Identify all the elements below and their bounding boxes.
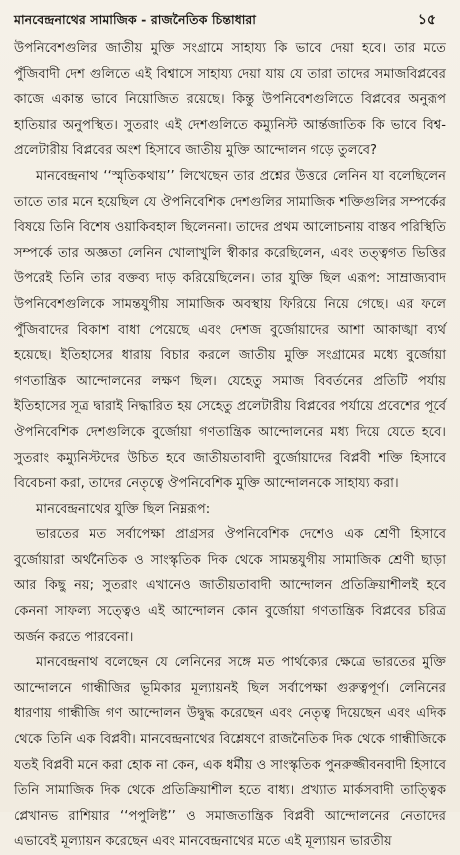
paragraph-5: মানবেন্দ্রনাথ বলেছেন যে লেনিনের সঙ্গে মত পার্থক্যের ক্ষেত্রে ভারতের মুক্তি আন্দোলনে গান্ধীজির ভূমিকার মূল্যায়নই ছিল সর্বাপেক্ষা গুরুত্বপূর্ণ। লেনিনের ধারণায় গান্ধীজি গণ আন্দোলন উদ্বুদ্ধ করেছেন এবং নেতৃত্ব দিয়েছেন এবং এদিক থেকে তিনি এক বিপ্লবী। মানবেন্দ্রনাথের বিশ্লেষণে রাজনৈতিক দিক থেকে গান্ধীজিকে যতই বিপ্লবী মনে করা হোক না কেন, এক ধর্মীয় ও সাংস্কৃতিক পুনরুজ্জীবনবাদী হিসাবে তিনি সামাজিক দিক থেকে প্রতিক্রিয়াশীল হতে বাধ্য। প্রখ্যাত মার্কসবাদী তাত্ত্বিক প্লেখানভ রাশিয়ার ‘‘পপুলিষ্ট’’ ও সমাজতান্ত্রিক বিপ্লবী আন্দোলনের নেতাদের এভাবেই মূল্যায়ন করেছেন এবং মানবেন্দ্রনাথের মতে এই মূল্যায়ন ভারতীয় (14, 655, 446, 850)
paragraph-1: উপনিবেশগুলির জাতীয় মুক্তি সংগ্রামে সাহায্য কি ভাবে দেয়া হবে। তার মতে পুঁজিবাদী দেশ গুলিতে এই বিশ্বাসে সাহায্য দেয়া যায় যে তারা তাদের সমাজবিপ্লবের কাজে একান্ত ভাবে নিয়োজিত রয়েছে। কিন্তু উপনিবেশগুলিতে বিপ্লবের অনুরূপ হাতিয়ার অনুপস্থিত। সুতরাং এই দেশগুলিতে কম্যুনিস্ট আর্ন্তজাতিক কি ভাবে বিশ্ব-প্রলেটারীয় বিপ্লবের অংশ হিসাবে জাতীয় মুক্তি আন্দোলন গড়ে তুলবে? (14, 41, 446, 159)
page-number: ১৫ (417, 12, 436, 28)
paragraph-2: মানবেন্দ্রনাথ ‘‘স্মৃতিকথায়’’ লিখেছেন তার প্রশ্নের উত্তরে লেনিন যা বলেছিলেন তাতে তার মনে হয়েছিল যে ঔপনিবেশিক দেশগুলির সামাজিক শক্তিগুলির সম্পর্কের বিষয়ে তিনি বিশেষ ওয়াকিবহাল ছিলেননা। তাদের প্রথম আলোচনায় বাস্তব পরিস্থিতি সম্পর্কে তার অজ্ঞতা লেনিন খোলাখুলি স্বীকার করেছিলেন, এবং তত্ত্বগত ভিত্তির উপরেই তিনি তার বক্তব্য দাড় করিয়েছিলেন। তার যুক্তি ছিল এরূপ: সাম্রাজ্যবাদ উপনিবেশগুলিকে সামন্তযুগীয় সামাজিক অবস্থায় ফিরিয়ে নিয়ে গেছে। এর ফলে পুঁজিবাদের বিকাশ বাধা পেয়েছে এবং দেশজ বুর্জোয়াদের আশা আকাঙ্খা ব্যর্থ হয়েছে। ইতিহাসের ধারায় বিচার করলে জাতীয় মুক্তি সংগ্রামের মধ্যে বুর্জোয়া গণতান্ত্রিক আন্দোলনের লক্ষণ ছিল। যেহেতু সমাজ বিবর্তনের প্রতিটি পর্যায় ইতিহাসের সূত্র দ্বারাই নিদ্ধারিত হয় সেহেতু প্রলেটারীয় বিপ্লবের পর্যায়ে প্রবেশের পূর্বে ঔপনিবেশিক দেশগুলিকে বুর্জোয়া গণতান্ত্রিক আন্দোলনের মধ্য দিয়ে যেতে হবে। সুতরাং কম্যুনিস্টদের উচিত হবে জাতীয়তাবাদী বুর্জোয়াদের বিপ্লবী শক্তি হিসাবে বিবেচনা করা, তাদের নেতৃত্বে ঔপনিবেশিক মুক্তি আন্দোলনকে সাহায্য করা। (14, 168, 446, 492)
page-body (14, 36, 446, 855)
paragraph-3: মানবেন্দ্রনাথের যুক্তি ছিল নিম্নরূপ: (36, 501, 211, 517)
running-head: মানবেন্দ্রনাথের সামাজিক - রাজনৈতিক চিন্তাধারা (14, 12, 257, 27)
paragraph-4-quote: ভারতের মত সর্বাপেক্ষা প্রাগ্রসর ঔপনিবেশিক দেশেও এক শ্রেণী হিসাবে বুর্জোয়ারা অর্থনৈতিক ও সাংস্কৃতিক দিক থেকে সামন্তযুগীয় সামাজিক শ্রেণী ছাড়া আর কিছু নয়; সুতরাং এখানেও জাতীয়তাবাদী আন্দোলন প্রতিক্রিয়াশীলই হবে কেননা সাফল্য সত্ত্বেও এই আন্দোলন কোন বুর্জোয়া গণতান্ত্রিক বিপ্লবের চরিত্র অর্জন করতে পারবেনা। (14, 527, 446, 645)
page-header (14, 10, 446, 30)
